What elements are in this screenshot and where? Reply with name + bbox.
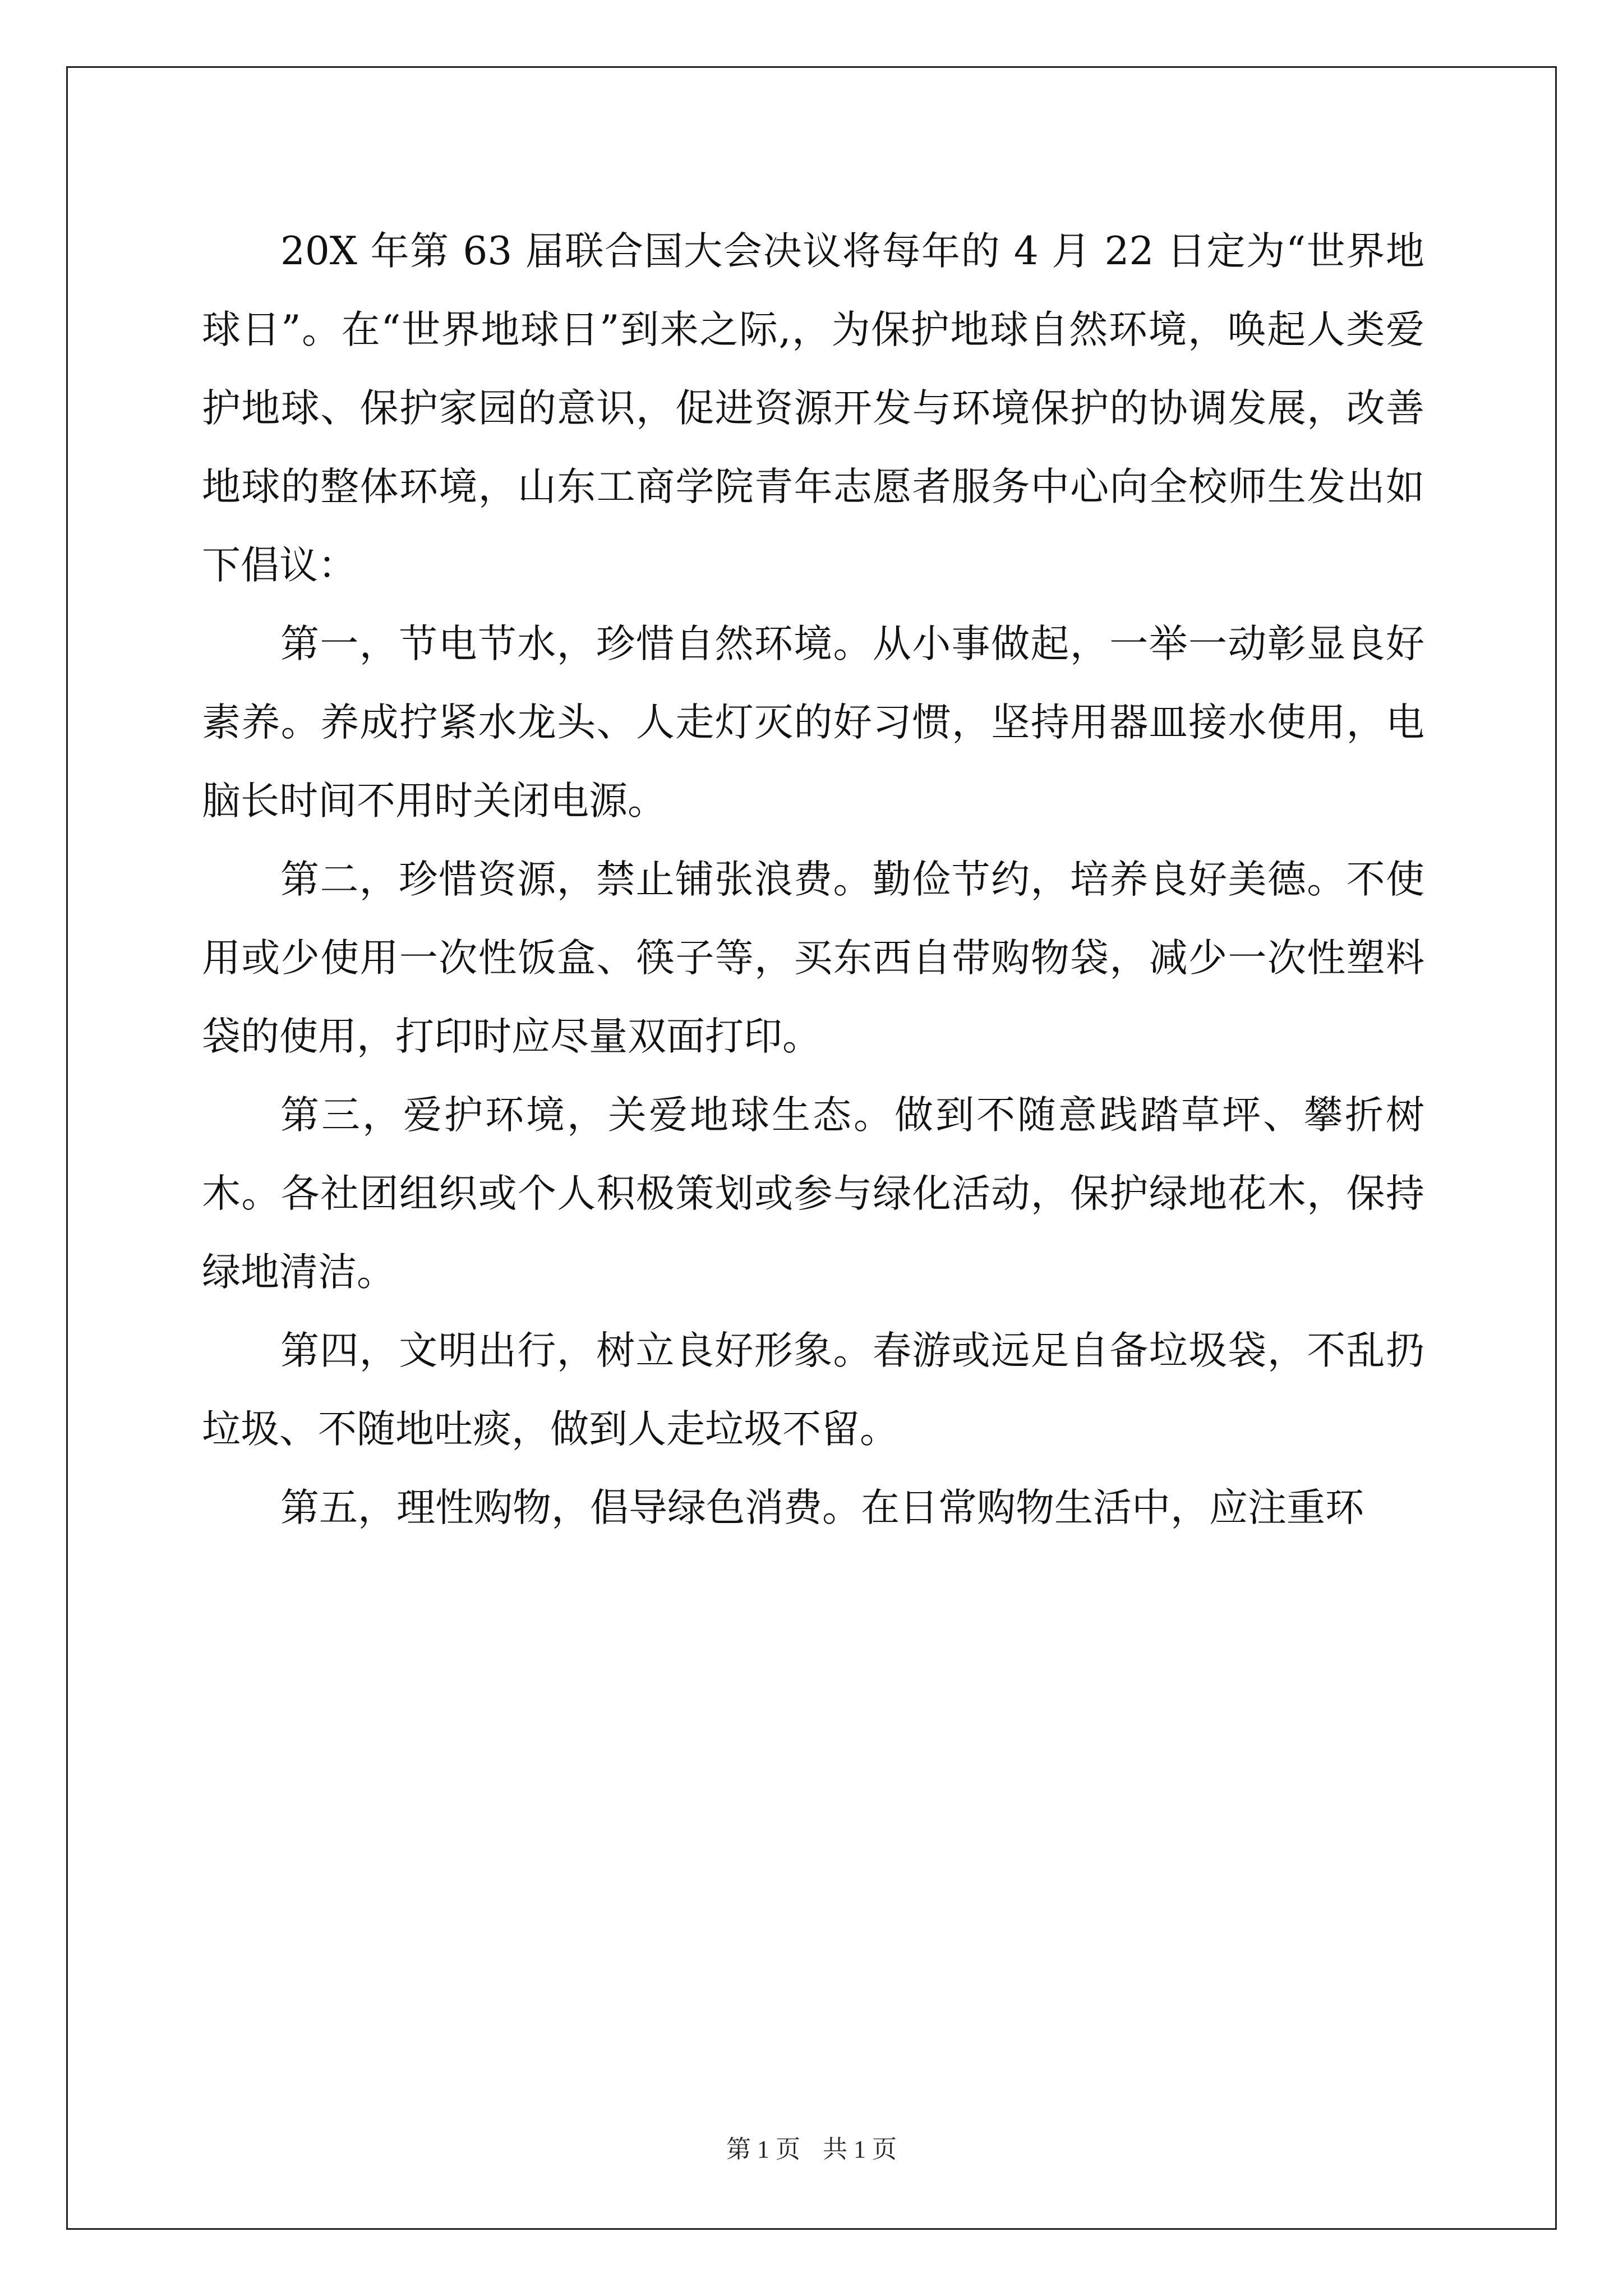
paragraph-point-4: 第四，文明出行，树立良好形象。春游或远足自备垃圾袋，不乱扔垃圾、不随地吐痰，做到人走垃圾不留。 (202, 1328, 1424, 1452)
page-total: 共 1 页 (823, 2136, 897, 2163)
paragraph-intro: 20X 年第 63 届联合国大会决议将每年的 4 月 22 日定为“世界地球日”。在“世界地球日”到来之际,，为保护地球自然环境，唤起人类爱护地球、保护家园的意识，促进资源开发与环境保护的协调发展，改善地球的整体环境，山东工商学院青年志愿者服务中心向全校师生发出如下倡议： (202, 229, 1424, 588)
paragraph-point-5: 第五，理性购物，倡导绿色消费。在日常购物生活中，应注重环 (280, 1485, 1364, 1530)
paragraph-point-2: 第二，珍惜资源，禁止铺张浪费。勤俭节约，培养良好美德。不使用或少使用一次性饭盒、筷子等，买东西自带购物袋，减少一次性塑料袋的使用，打印时应尽量双面打印。 (202, 857, 1424, 1059)
page-number: 第 1 页 (726, 2136, 800, 2163)
page-footer (0, 2133, 1623, 2166)
paragraph-point-1: 第一，节电节水，珍惜自然环境。从小事做起，一举一动彰显良好素养。养成拧紧水龙头、人走灯灭的好习惯，坚持用器皿接水使用，电脑长时间不用时关闭电源。 (202, 622, 1424, 823)
paragraph-point-3: 第三，爱护环境，关爱地球生态。做到不随意践踏草坪、攀折树木。各社团组织或个人积极策划或参与绿化活动，保护绿地花木，保持绿地清洁。 (202, 1093, 1424, 1295)
document-body (202, 212, 1424, 1547)
